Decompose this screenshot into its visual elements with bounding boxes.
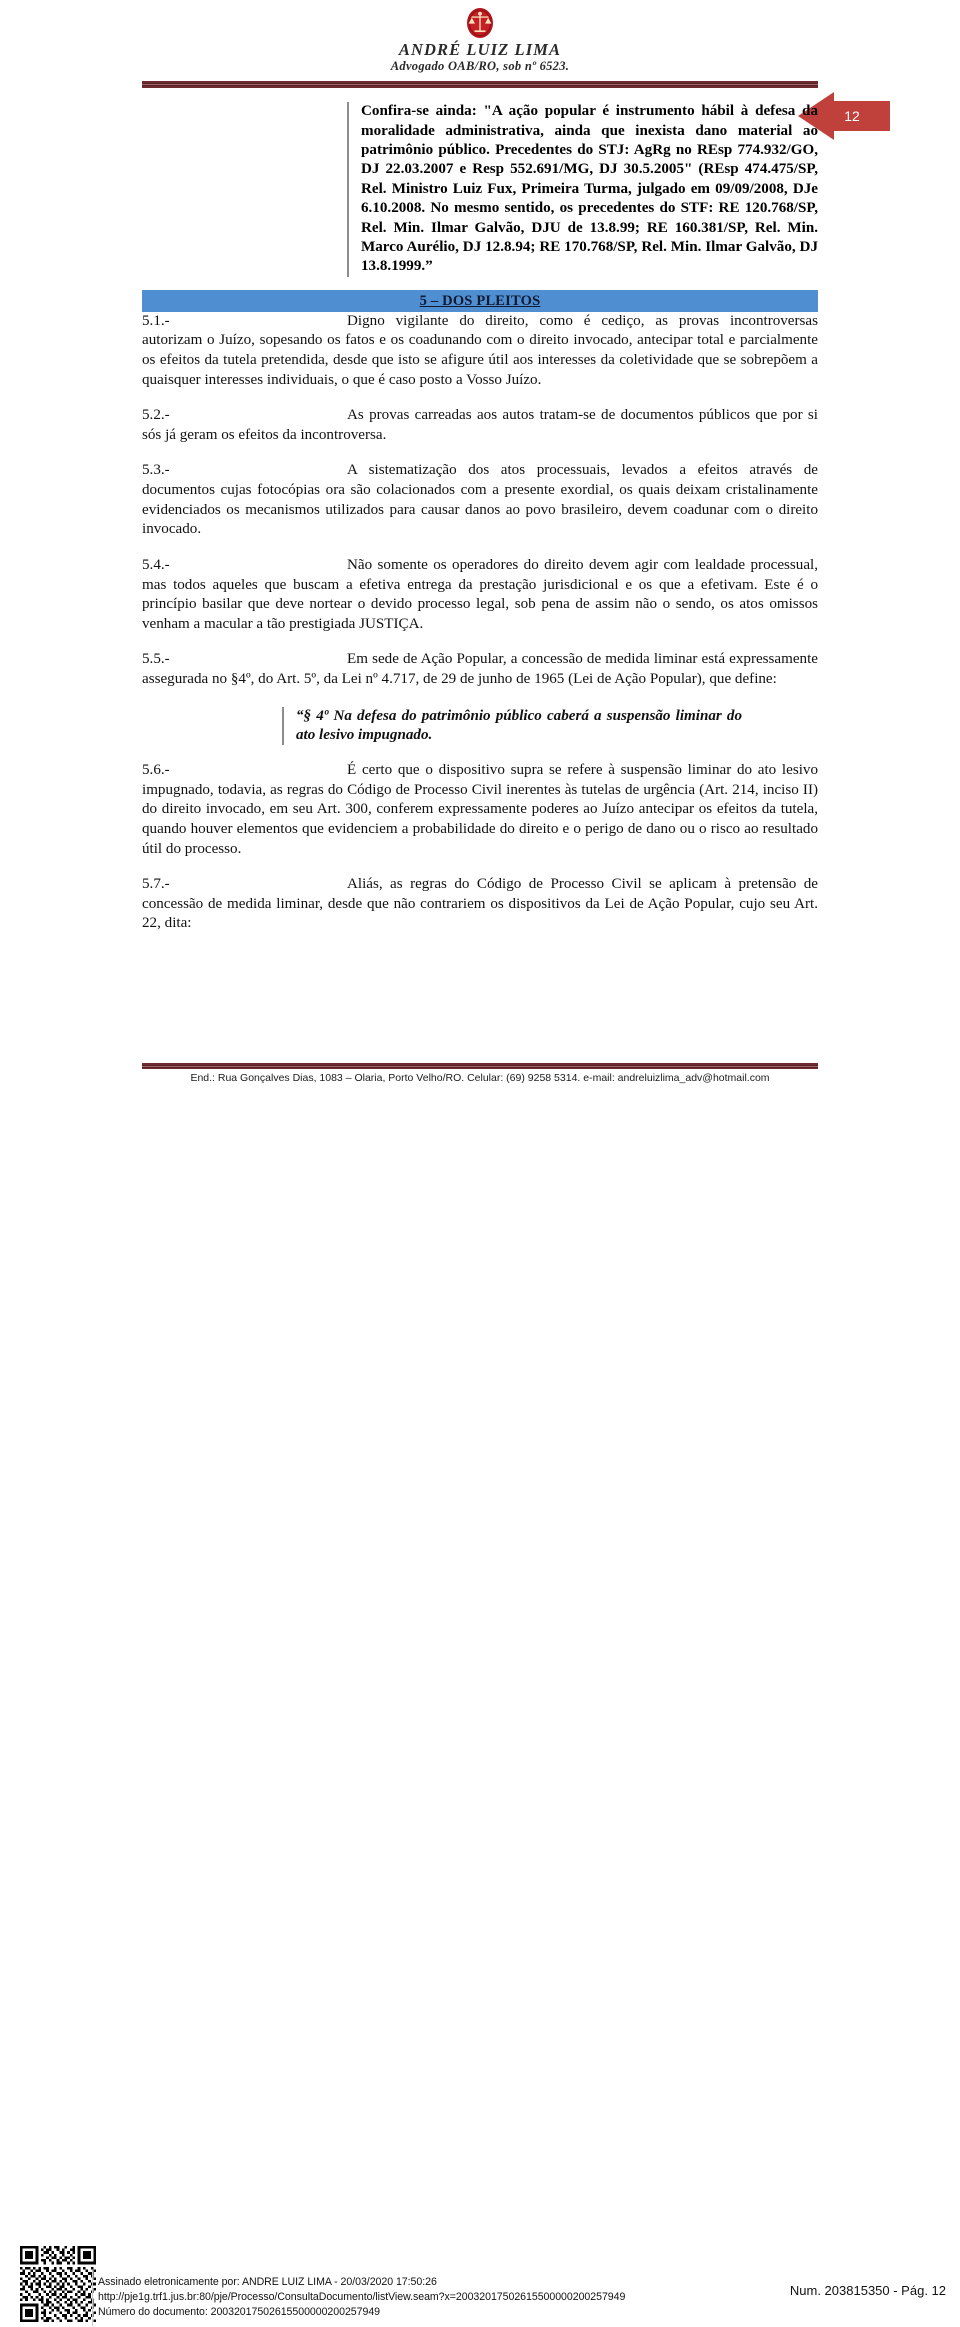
page-marker-number: 12 [844, 108, 860, 124]
paragraph-text: Em sede de Ação Popular, a concessão de medida liminar está expressamente assegurada no §4º, do Art. 5º, da Lei nº 4.717, de 29 de junho de 1965 (Lei de Ação Popular), que define: [142, 651, 818, 687]
law-citation-quote: “§ 4º Na defesa do patrimônio público caberá a suspensão liminar do ato lesivo impugnado. [282, 707, 742, 746]
signature-line: Assinado eletronicamente por: ANDRE LUIZ LIMA - 20/03/2020 17:50:26 [98, 2276, 437, 2288]
section-heading-text: 5 – DOS PLEITOS [419, 292, 541, 309]
stamp-divider [92, 2270, 93, 2326]
paragraph-5-3 [142, 461, 818, 539]
paragraph-5-7 [142, 875, 818, 934]
footer-divider [142, 1063, 818, 1069]
footer-contact-info: End.: Rua Gonçalves Dias, 1083 – Olaria, Porto Velho/RO. Celular: (69) 9258 5314. e-mail: andreluizlima_adv@hotmail.com [190, 1072, 770, 1084]
paragraph-5-4 [142, 556, 818, 634]
paragraph-number: 5.1.- [142, 312, 170, 329]
paragraph-text: Digno vigilante do direito, como é cediço, as provas incontroversas autorizam o Juízo, sopesando os fatos e os coadunando com o direito invocado, antecipar total e parcialmente os efeitos da tutela pretendida, desde que isto se afigure útil aos interesses da coletividade que se sobrepõem a quaisquer interesses individuais, o que é caso posto a Vosso Juízo. [142, 312, 818, 388]
firm-name: ANDRÉ LUIZ LIMA [398, 40, 562, 59]
paragraph-5-1 [142, 312, 818, 390]
electronic-signature-stamp [0, 1120, 960, 2319]
document-number-line: Número do documento: 20032017502615500000200257949 [98, 2306, 381, 2319]
document-content [142, 88, 818, 934]
paragraph-number: 5.6.- [142, 762, 170, 779]
stamp-text-block [98, 2275, 625, 2320]
paragraph-text: Não somente os operadores do direito devem agir com lealdade processual, mas todos aqueles que buscam a efetiva entrega da prestação jurisdicional e os que a efetivam. Este é o princípio basilar que deve nortear o devido processo legal, sob pena de assim não o sendo, os atos omissos venham a macular a tão prestigiada JUSTIÇA. [142, 556, 818, 632]
paragraph-number: 5.2.- [142, 407, 170, 424]
paragraph-number: 5.3.- [142, 462, 170, 479]
jurisprudence-quote: Confira-se ainda: "A ação popular é instrumento hábil à defesa da moralidade administrativa, ainda que inexista dano material ao patrimônio público. Precedentes do STJ: AgRg no REsp 774.932/GO, DJ 22.03.2007 e Resp 552.691/MG, DJ 30.5.2005" (REsp 474.475/SP, Rel. Ministro Luiz Fux, Primeira Turma, julgado em 09/09/2008, DJe 6.10.2008. No mesmo sentido, os precedentes do STF: RE 120.768/SP, Rel. Min. Ilmar Galvão, DJU de 13.8.99; RE 160.381/SP, Rel. Min. Marco Aurélio, DJ 12.8.94; RE 170.768/SP, Rel. Min. Ilmar Galvão, DJ 13.8.1999.” [347, 102, 818, 277]
paragraph-number: 5.4.- [142, 556, 170, 573]
page-reference: Num. 203815350 - Pág. 12 [789, 2283, 946, 2298]
firm-subtitle: Advogado OAB/RO, sob nº 6523. [390, 59, 570, 74]
paragraph-5-5 [142, 650, 818, 689]
paragraph-text: As provas carreadas aos autos tratam-se de documentos públicos que por si sós já geram os efeitos da incontroversa. [142, 407, 818, 443]
qr-code-icon [20, 2246, 96, 2322]
header-divider [142, 81, 818, 88]
paragraph-number: 5.7.- [142, 876, 170, 893]
paragraph-5-2 [142, 406, 818, 445]
paragraph-text: É certo que o dispositivo supra se refere à suspensão liminar do ato lesivo impugnado, todavia, as regras do Código de Processo Civil inerentes às tutelas de urgência (Art. 214, inciso II) do direito invocado, em seu Art. 300, conferem expressamente poderes ao Juízo antecipar os efeitos da tutela, quando houver elementos que evidenciem a probabilidade do direito e o perigo de dano ou o risco ao resultado útil do processo. [142, 762, 818, 857]
section-heading-banner [142, 290, 818, 312]
scales-of-justice-seal-icon [463, 6, 497, 40]
document-url-line: http://pje1g.trf1.jus.br:80/pje/Processo/ConsultaDocumento/listView.seam?x=20032017502615500000200257949 [98, 2291, 626, 2304]
paragraph-5-6 [142, 761, 818, 859]
letterhead [0, 0, 960, 88]
paragraph-text: Aliás, as regras do Código de Processo Civil se aplicam à pretensão de concessão de medida liminar, desde que não contrariem os dispositivos da Lei de Ação Popular, cujo seu Art. 22, dita: [142, 876, 818, 932]
paragraph-number: 5.5.- [142, 651, 170, 668]
paragraph-text: A sistematização dos atos processuais, levados a efeitos através de documentos cujas fotocópias ora são colacionados com a presente exordial, os quais deixam cristalinamente evidenciados os mecanismos utilizados para causar danos ao povo brasileiro, devem coadunar com o direito invocado. [142, 462, 818, 538]
